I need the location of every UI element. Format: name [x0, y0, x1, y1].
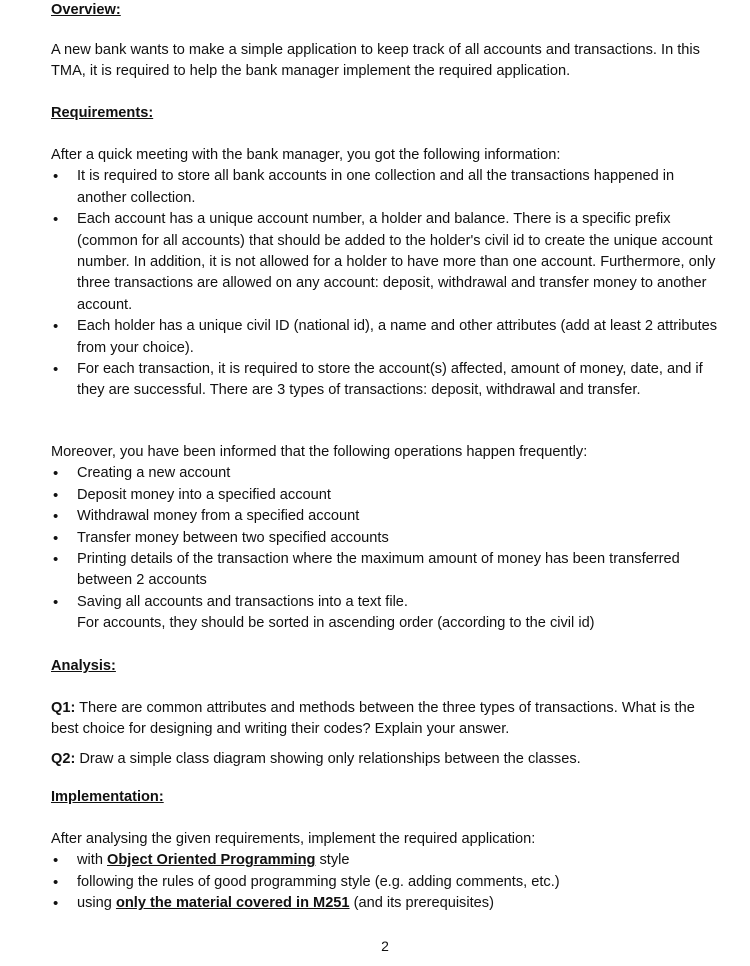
- list-item-suffix: (and its prerequisites): [349, 895, 494, 912]
- question-2-text: Draw a simple class diagram showing only relationships between the classes.: [75, 751, 581, 767]
- implementation-list: [51, 850, 721, 914]
- list-item: • following the rules of good programming style (e.g. adding comments, etc.): [51, 872, 721, 893]
- list-item: • Transfer money between two specified accounts: [51, 528, 721, 549]
- list-item: [51, 850, 721, 871]
- list-item: • Each holder has a unique civil ID (national id), a name and other attributes (add at least 2 attributes from your choice).: [51, 316, 721, 359]
- list-item-line: Saving all accounts and transactions into a text file.: [77, 593, 408, 610]
- implementation-heading: Implementation:: [51, 789, 164, 805]
- question-2: [51, 749, 721, 770]
- list-item: • Deposit money into a specified account: [51, 485, 721, 506]
- question-1: [51, 698, 721, 741]
- operations-list: [51, 463, 721, 634]
- list-item-prefix: using: [77, 895, 116, 912]
- page-number: 2: [381, 938, 389, 954]
- list-item: • For each transaction, it is required to store the account(s) affected, amount of money, date, and if they are successful. There are 3 types of transactions: deposit, withdrawal and transfer.: [51, 359, 721, 402]
- list-item-line: For accounts, they should be sorted in ascending order (according to the civil id): [77, 615, 595, 632]
- requirements-section: [51, 145, 721, 402]
- requirements-intro: After a quick meeting with the bank manager, you got the following information:: [51, 147, 561, 163]
- question-1-text: There are common attributes and methods between the three types of transactions. What is the best choice for designing and writing their codes? Explain your answer.: [51, 700, 695, 738]
- list-item: [51, 893, 721, 914]
- analysis-heading: Analysis:: [51, 658, 116, 674]
- operations-section: [51, 442, 721, 635]
- emphasis-material: only the material covered in M251: [115, 895, 350, 912]
- list-item-prefix: with: [77, 852, 108, 869]
- implementation-intro: After analysing the given requirements, implement the required application:: [51, 831, 536, 847]
- requirements-heading: Requirements:: [51, 105, 154, 121]
- list-item: • Printing details of the transaction where the maximum amount of money has been transferred between 2 accounts: [51, 549, 721, 592]
- list-item: • Withdrawal money from a specified account: [51, 506, 721, 527]
- requirements-list: [51, 166, 721, 401]
- list-item: • Creating a new account: [51, 463, 721, 484]
- list-item: [51, 592, 721, 635]
- list-item: • Each account has a unique account number, a holder and balance. There is a specific prefix (common for all accounts) that should be added to the holder's civil id to create the unique account number. In addition, it is not allowed for a holder to have more than one account. Furthermore, only three transactions are allowed on any account: deposit, withdrawal and transfer money to another account.: [51, 209, 721, 316]
- overview-heading: Overview:: [51, 2, 121, 18]
- operations-intro: Moreover, you have been informed that the following operations happen frequently:: [51, 444, 588, 460]
- overview-paragraph: A new bank wants to make a simple application to keep track of all accounts and transactions. In this TMA, it is required to help the bank manager implement the required application.: [51, 42, 700, 80]
- question-2-label: Q2:: [51, 751, 76, 767]
- implementation-section: [51, 829, 721, 915]
- list-item: • It is required to store all bank accounts in one collection and all the transactions happened in another collection.: [51, 166, 721, 209]
- list-item-suffix: style: [315, 852, 350, 869]
- question-1-label: Q1:: [51, 700, 76, 716]
- emphasis-oop: Object Oriented Programming: [107, 852, 316, 869]
